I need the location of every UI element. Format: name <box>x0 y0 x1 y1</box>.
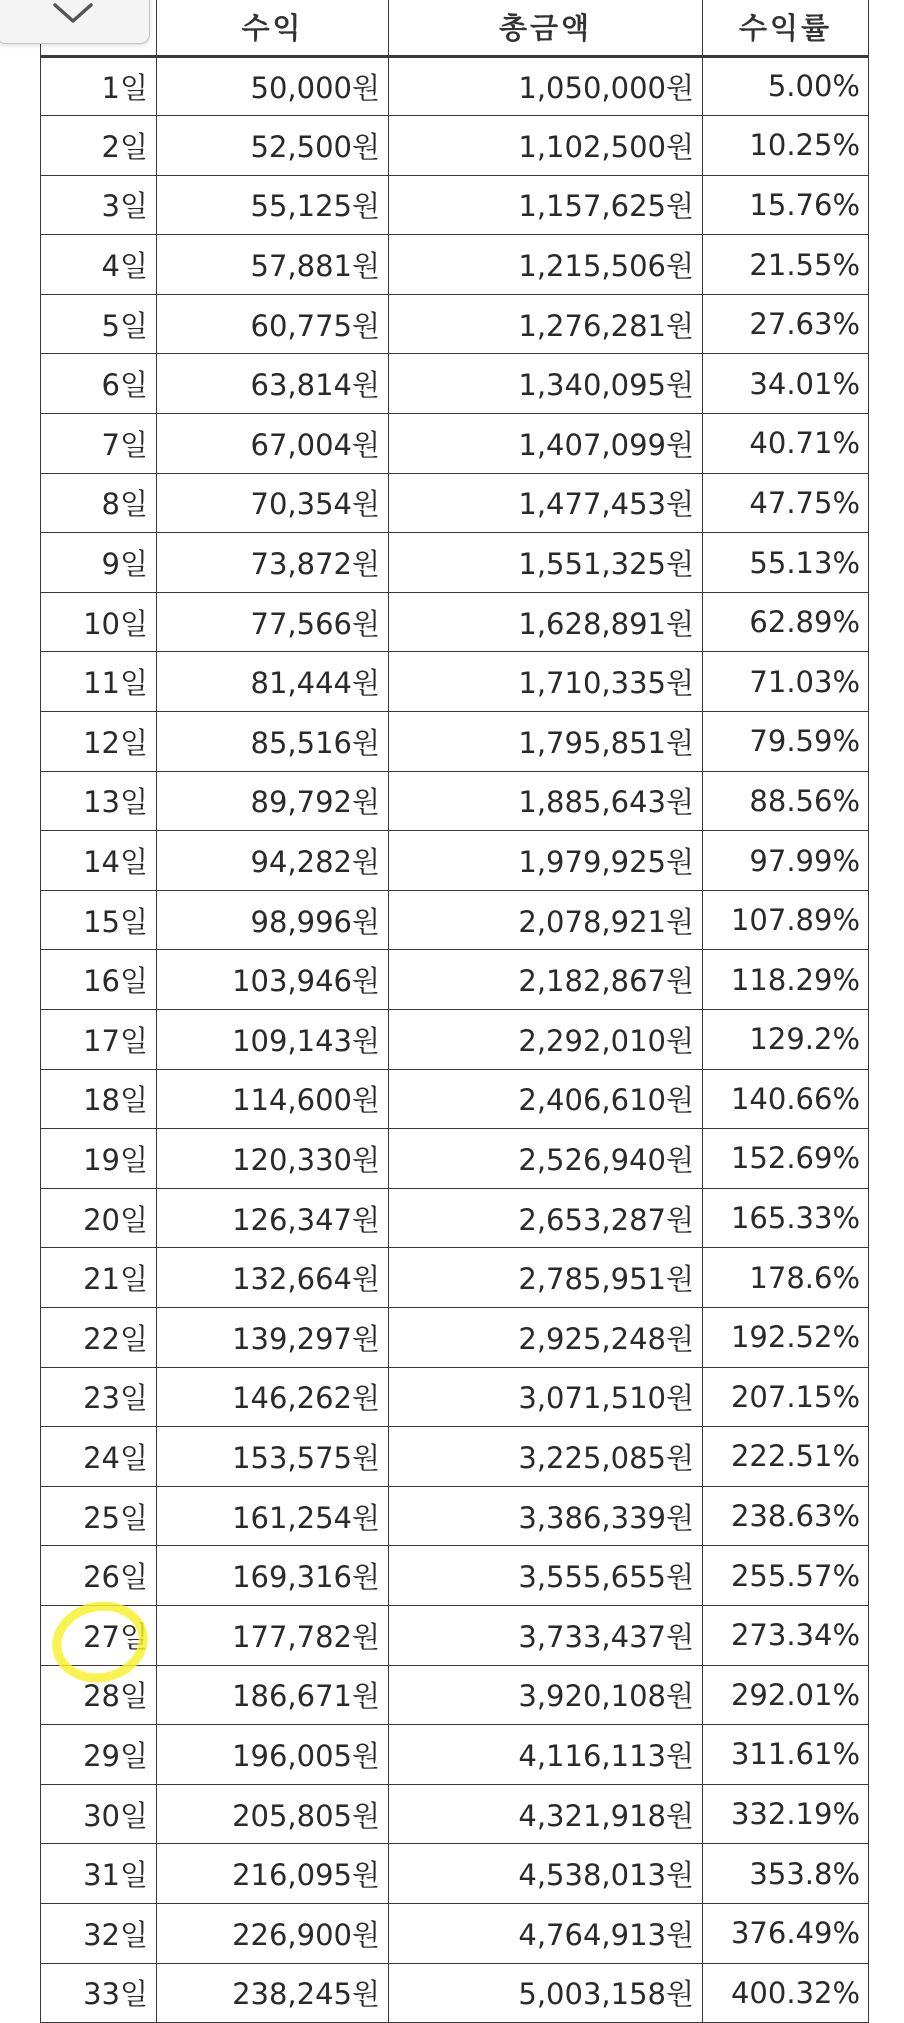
total-cell: 3,071,510원 <box>389 1367 703 1427</box>
rate-cell: 97.99% <box>703 831 869 891</box>
total-cell: 2,785,951원 <box>389 1248 703 1308</box>
profit-cell: 81,444원 <box>157 652 389 712</box>
rate-cell: 107.89% <box>703 890 869 950</box>
rate-cell: 376.49% <box>703 1903 869 1963</box>
table-row <box>41 1486 869 1546</box>
table-row <box>41 712 869 772</box>
day-cell: 21일 <box>41 1248 157 1308</box>
rate-cell: 79.59% <box>703 712 869 772</box>
day-cell: 33일 <box>41 1963 157 2023</box>
table-row <box>41 1010 869 1070</box>
day-cell: 10일 <box>41 592 157 652</box>
total-cell: 1,102,500원 <box>389 116 703 176</box>
table-row <box>41 1307 869 1367</box>
day-cell: 28일 <box>41 1665 157 1725</box>
rate-cell: 88.56% <box>703 771 869 831</box>
day-cell: 16일 <box>41 950 157 1010</box>
total-cell: 5,003,158원 <box>389 1963 703 2023</box>
total-cell: 4,538,013원 <box>389 1844 703 1904</box>
profit-cell: 98,996원 <box>157 890 389 950</box>
header-rate: 수익률 <box>703 0 869 56</box>
table-row <box>41 1367 869 1427</box>
profit-cell: 126,347원 <box>157 1188 389 1248</box>
rate-cell: 273.34% <box>703 1605 869 1665</box>
profit-cell: 70,354원 <box>157 473 389 533</box>
header-profit: 수익 <box>157 0 389 56</box>
total-cell: 2,653,287원 <box>389 1188 703 1248</box>
table-row <box>41 592 869 652</box>
rate-cell: 21.55% <box>703 235 869 295</box>
profit-cell: 205,805원 <box>157 1784 389 1844</box>
profit-cell: 169,316원 <box>157 1546 389 1606</box>
profit-cell: 94,282원 <box>157 831 389 891</box>
compound-interest-table-container <box>40 0 868 2023</box>
profit-cell: 85,516원 <box>157 712 389 772</box>
table-body <box>41 56 869 2023</box>
total-cell: 1,477,453원 <box>389 473 703 533</box>
table-row <box>41 1963 869 2023</box>
total-cell: 3,225,085원 <box>389 1427 703 1487</box>
day-cell: 13일 <box>41 771 157 831</box>
day-cell: 31일 <box>41 1844 157 1904</box>
total-cell: 1,795,851원 <box>389 712 703 772</box>
rate-cell: 152.69% <box>703 1129 869 1189</box>
table-row <box>41 652 869 712</box>
total-cell: 4,116,113원 <box>389 1725 703 1785</box>
profit-cell: 103,946원 <box>157 950 389 1010</box>
profit-cell: 146,262원 <box>157 1367 389 1427</box>
rate-cell: 71.03% <box>703 652 869 712</box>
total-cell: 1,551,325원 <box>389 533 703 593</box>
total-cell: 4,764,913원 <box>389 1903 703 1963</box>
total-cell: 1,407,099원 <box>389 414 703 474</box>
rate-cell: 255.57% <box>703 1546 869 1606</box>
rate-cell: 140.66% <box>703 1069 869 1129</box>
profit-cell: 161,254원 <box>157 1486 389 1546</box>
profit-cell: 50,000원 <box>157 56 389 116</box>
profit-cell: 63,814원 <box>157 354 389 414</box>
day-cell: 30일 <box>41 1784 157 1844</box>
total-cell: 3,386,339원 <box>389 1486 703 1546</box>
table-row <box>41 1844 869 1904</box>
rate-cell: 62.89% <box>703 592 869 652</box>
day-cell: 27일 <box>41 1605 157 1665</box>
table-row <box>41 831 869 891</box>
rate-cell: 5.00% <box>703 56 869 116</box>
table-row <box>41 1784 869 1844</box>
rate-cell: 207.15% <box>703 1367 869 1427</box>
rate-cell: 10.25% <box>703 116 869 176</box>
total-cell: 2,182,867원 <box>389 950 703 1010</box>
total-cell: 1,340,095원 <box>389 354 703 414</box>
rate-cell: 15.76% <box>703 175 869 235</box>
profit-cell: 216,095원 <box>157 1844 389 1904</box>
total-cell: 2,292,010원 <box>389 1010 703 1070</box>
profit-cell: 238,245원 <box>157 1963 389 2023</box>
rate-cell: 118.29% <box>703 950 869 1010</box>
table-row <box>41 1129 869 1189</box>
rate-cell: 129.2% <box>703 1010 869 1070</box>
profit-cell: 177,782원 <box>157 1605 389 1665</box>
day-cell: 20일 <box>41 1188 157 1248</box>
table-row <box>41 235 869 295</box>
profit-cell: 114,600원 <box>157 1069 389 1129</box>
table-row <box>41 294 869 354</box>
table-row <box>41 950 869 1010</box>
total-cell: 3,920,108원 <box>389 1665 703 1725</box>
table-row <box>41 354 869 414</box>
chevron-down-icon <box>49 1 97 27</box>
profit-cell: 186,671원 <box>157 1665 389 1725</box>
table-row <box>41 473 869 533</box>
day-cell: 26일 <box>41 1546 157 1606</box>
rate-cell: 400.32% <box>703 1963 869 2023</box>
day-cell: 29일 <box>41 1725 157 1785</box>
total-cell: 1,050,000원 <box>389 56 703 116</box>
profit-cell: 109,143원 <box>157 1010 389 1070</box>
table-header <box>41 0 869 56</box>
rate-cell: 192.52% <box>703 1307 869 1367</box>
table-row <box>41 56 869 116</box>
day-cell: 14일 <box>41 831 157 891</box>
table-row <box>41 771 869 831</box>
table-row <box>41 1605 869 1665</box>
day-cell: 24일 <box>41 1427 157 1487</box>
profit-cell: 77,566원 <box>157 592 389 652</box>
profit-cell: 139,297원 <box>157 1307 389 1367</box>
rate-cell: 165.33% <box>703 1188 869 1248</box>
table-row <box>41 1903 869 1963</box>
total-cell: 4,321,918원 <box>389 1784 703 1844</box>
table-row <box>41 1069 869 1129</box>
table-row <box>41 1188 869 1248</box>
table-row <box>41 533 869 593</box>
total-cell: 1,215,506원 <box>389 235 703 295</box>
day-cell: 6일 <box>41 354 157 414</box>
profit-cell: 196,005원 <box>157 1725 389 1785</box>
profit-cell: 89,792원 <box>157 771 389 831</box>
total-cell: 2,526,940원 <box>389 1129 703 1189</box>
rate-cell: 311.61% <box>703 1725 869 1785</box>
profit-cell: 60,775원 <box>157 294 389 354</box>
rate-cell: 238.63% <box>703 1486 869 1546</box>
total-cell: 1,628,891원 <box>389 592 703 652</box>
day-cell: 18일 <box>41 1069 157 1129</box>
rate-cell: 27.63% <box>703 294 869 354</box>
profit-cell: 120,330원 <box>157 1129 389 1189</box>
day-cell: 32일 <box>41 1903 157 1963</box>
rate-cell: 34.01% <box>703 354 869 414</box>
table-row <box>41 1248 869 1308</box>
total-cell: 2,925,248원 <box>389 1307 703 1367</box>
table-row <box>41 1725 869 1785</box>
rate-cell: 222.51% <box>703 1427 869 1487</box>
day-cell: 2일 <box>41 116 157 176</box>
table-row <box>41 1665 869 1725</box>
day-cell: 4일 <box>41 235 157 295</box>
day-cell: 3일 <box>41 175 157 235</box>
rate-cell: 353.8% <box>703 1844 869 1904</box>
day-cell: 22일 <box>41 1307 157 1367</box>
header-row <box>41 0 869 56</box>
total-cell: 1,885,643원 <box>389 771 703 831</box>
total-cell: 3,733,437원 <box>389 1605 703 1665</box>
total-cell: 1,710,335원 <box>389 652 703 712</box>
day-cell: 5일 <box>41 294 157 354</box>
total-cell: 2,406,610원 <box>389 1069 703 1129</box>
total-cell: 3,555,655원 <box>389 1546 703 1606</box>
day-cell: 17일 <box>41 1010 157 1070</box>
rate-cell: 332.19% <box>703 1784 869 1844</box>
collapse-toggle-button[interactable] <box>0 0 150 44</box>
total-cell: 2,078,921원 <box>389 890 703 950</box>
table-row <box>41 116 869 176</box>
profit-cell: 55,125원 <box>157 175 389 235</box>
table-row <box>41 890 869 950</box>
day-cell: 11일 <box>41 652 157 712</box>
profit-cell: 57,881원 <box>157 235 389 295</box>
table-row <box>41 175 869 235</box>
total-cell: 1,157,625원 <box>389 175 703 235</box>
rate-cell: 47.75% <box>703 473 869 533</box>
table-row <box>41 1546 869 1606</box>
profit-cell: 153,575원 <box>157 1427 389 1487</box>
rate-cell: 55.13% <box>703 533 869 593</box>
total-cell: 1,276,281원 <box>389 294 703 354</box>
profit-cell: 132,664원 <box>157 1248 389 1308</box>
day-cell: 23일 <box>41 1367 157 1427</box>
profit-cell: 73,872원 <box>157 533 389 593</box>
compound-interest-table <box>40 0 869 2023</box>
header-total: 총금액 <box>389 0 703 56</box>
rate-cell: 292.01% <box>703 1665 869 1725</box>
total-cell: 1,979,925원 <box>389 831 703 891</box>
day-cell: 12일 <box>41 712 157 772</box>
day-cell: 8일 <box>41 473 157 533</box>
day-cell: 19일 <box>41 1129 157 1189</box>
rate-cell: 178.6% <box>703 1248 869 1308</box>
day-cell: 1일 <box>41 56 157 116</box>
rate-cell: 40.71% <box>703 414 869 474</box>
day-cell: 7일 <box>41 414 157 474</box>
day-cell: 15일 <box>41 890 157 950</box>
day-cell: 25일 <box>41 1486 157 1546</box>
table-row <box>41 414 869 474</box>
day-cell: 9일 <box>41 533 157 593</box>
profit-cell: 52,500원 <box>157 116 389 176</box>
profit-cell: 67,004원 <box>157 414 389 474</box>
profit-cell: 226,900원 <box>157 1903 389 1963</box>
table-row <box>41 1427 869 1487</box>
